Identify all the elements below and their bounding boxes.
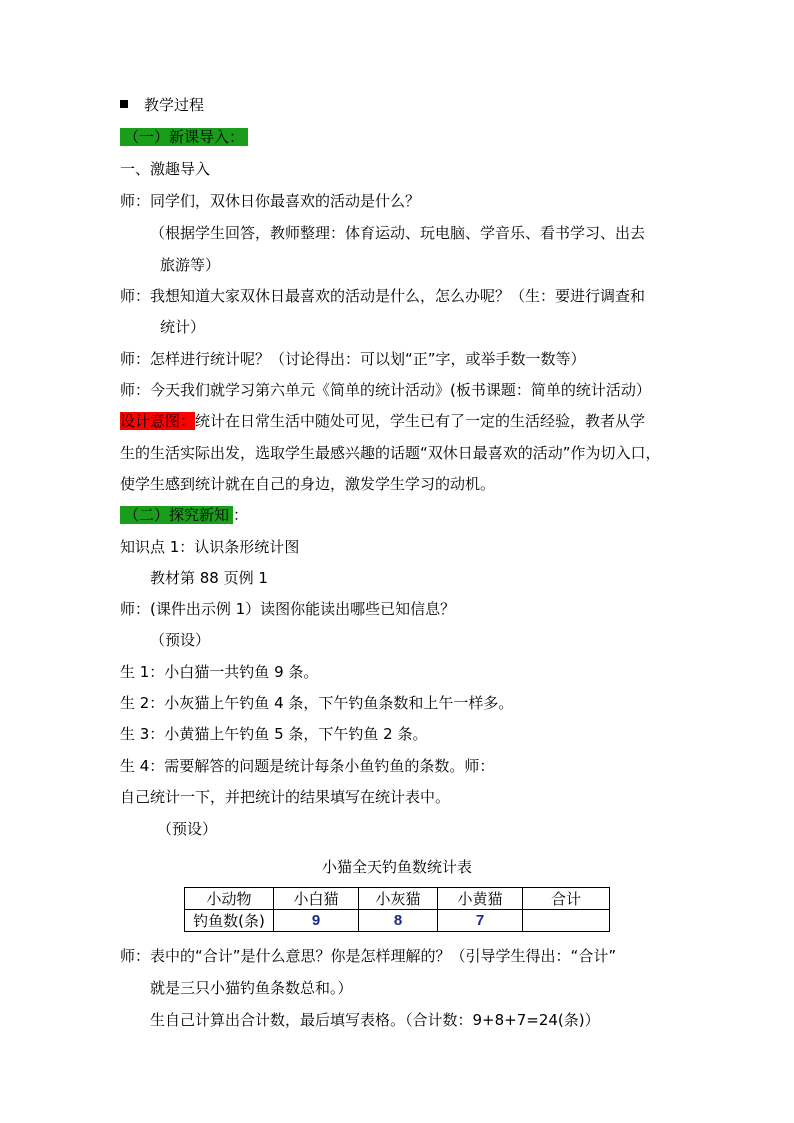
preset-label-2: （预设） [157, 820, 218, 838]
value-cell: 7 [438, 910, 523, 932]
teacher-question-6a: 师：表中的“合计”是什么意思？你是怎样理解的？（引导学生得出：“合计” [120, 947, 617, 965]
teacher-response-1a: （根据学生回答，教师整理：体育运动、玩电脑、学音乐、看书学习、出去 [150, 224, 646, 242]
table-row [185, 910, 610, 932]
header-cell: 小动物 [185, 888, 274, 910]
design-intent-line-2: 生的生活实际出发，选取学生最感兴趣的话题“双休日最喜欢的活动”作为切入口， [120, 444, 661, 462]
design-intent-line-1: 设计意图：统计在日常生活中随处可见，学生已有了一定的生活经验，教者从学 [120, 412, 646, 430]
teacher-question-6b: 就是三只小猫钓鱼条数总和。） [150, 979, 353, 997]
student-answer-2: 生 2：小灰猫上午钓鱼 4 条，下午钓鱼条数和上午一样多。 [120, 694, 514, 712]
teacher-question-3: 师：怎样进行统计呢？（讨论得出：可以划“正”字，或举手数一数等） [120, 350, 586, 368]
header-cell: 小白猫 [274, 888, 359, 910]
design-intent-label: 设计意图： [120, 412, 196, 430]
teacher-question-5: 师：(课件出示例 1）读图你能读出哪些已知信息？ [120, 600, 456, 618]
preset-label-1: （预设） [150, 631, 211, 649]
table-title: 小猫全天钓鱼数统计表 [321, 858, 472, 876]
square-bullet-icon [120, 100, 128, 108]
knowledge-point-1: 知识点 1：认识条形统计图 [120, 538, 300, 556]
teacher-question-2b: 统计） [160, 318, 206, 336]
part2-label: （二）探究新知 [120, 506, 233, 524]
row-label-cell: 钓鱼数(条) [185, 910, 274, 932]
part1-heading [120, 127, 248, 147]
section-heading: 教学过程 [120, 95, 204, 115]
value-cell: 9 [274, 910, 359, 932]
table-header-row [185, 888, 610, 910]
student-answer-1: 生 1：小白猫一共钓鱼 9 条。 [120, 663, 319, 681]
value-cell: 8 [359, 910, 438, 932]
textbook-reference: 教材第 88 页例 1 [150, 569, 268, 587]
teacher-response-1b: 旅游等） [160, 256, 221, 274]
subheading-intro: 一、激趣导入 [120, 160, 211, 178]
teacher-question-1: 师：同学们，双休日你最喜欢的活动是什么？ [120, 192, 421, 210]
design-intent-line-3: 使学生感到统计就在自己的身边，激发学生学习的动机。 [120, 475, 496, 493]
header-cell: 合计 [523, 888, 610, 910]
teacher-question-4: 师：今天我们就学习第六单元《简单的统计活动》(板书课题：简单的统计活动） [120, 381, 651, 399]
header-cell: 小灰猫 [359, 888, 438, 910]
part1-label: （一）新课导入： [120, 128, 248, 146]
header-cell: 小黄猫 [438, 888, 523, 910]
student-answer-4b: 自己统计一下，并把统计的结果填写在统计表中。 [120, 788, 451, 806]
total-cell [523, 910, 610, 932]
final-instruction: 生自己计算出合计数，最后填写表格。（合计数：9+8+7=24(条)） [150, 1011, 600, 1029]
teacher-question-2a: 师：我想知道大家双休日最喜欢的活动是什么，怎么办呢？（生：要进行调查和 [120, 287, 646, 305]
student-answer-4: 生 4：需要解答的问题是统计每条小鱼钓鱼的条数。师： [120, 757, 495, 775]
part2-heading: （二）探究新知 ： [120, 505, 248, 525]
fishing-stats-table [184, 887, 610, 932]
student-answer-3: 生 3：小黄猫上午钓鱼 5 条，下午钓鱼 2 条。 [120, 725, 428, 743]
